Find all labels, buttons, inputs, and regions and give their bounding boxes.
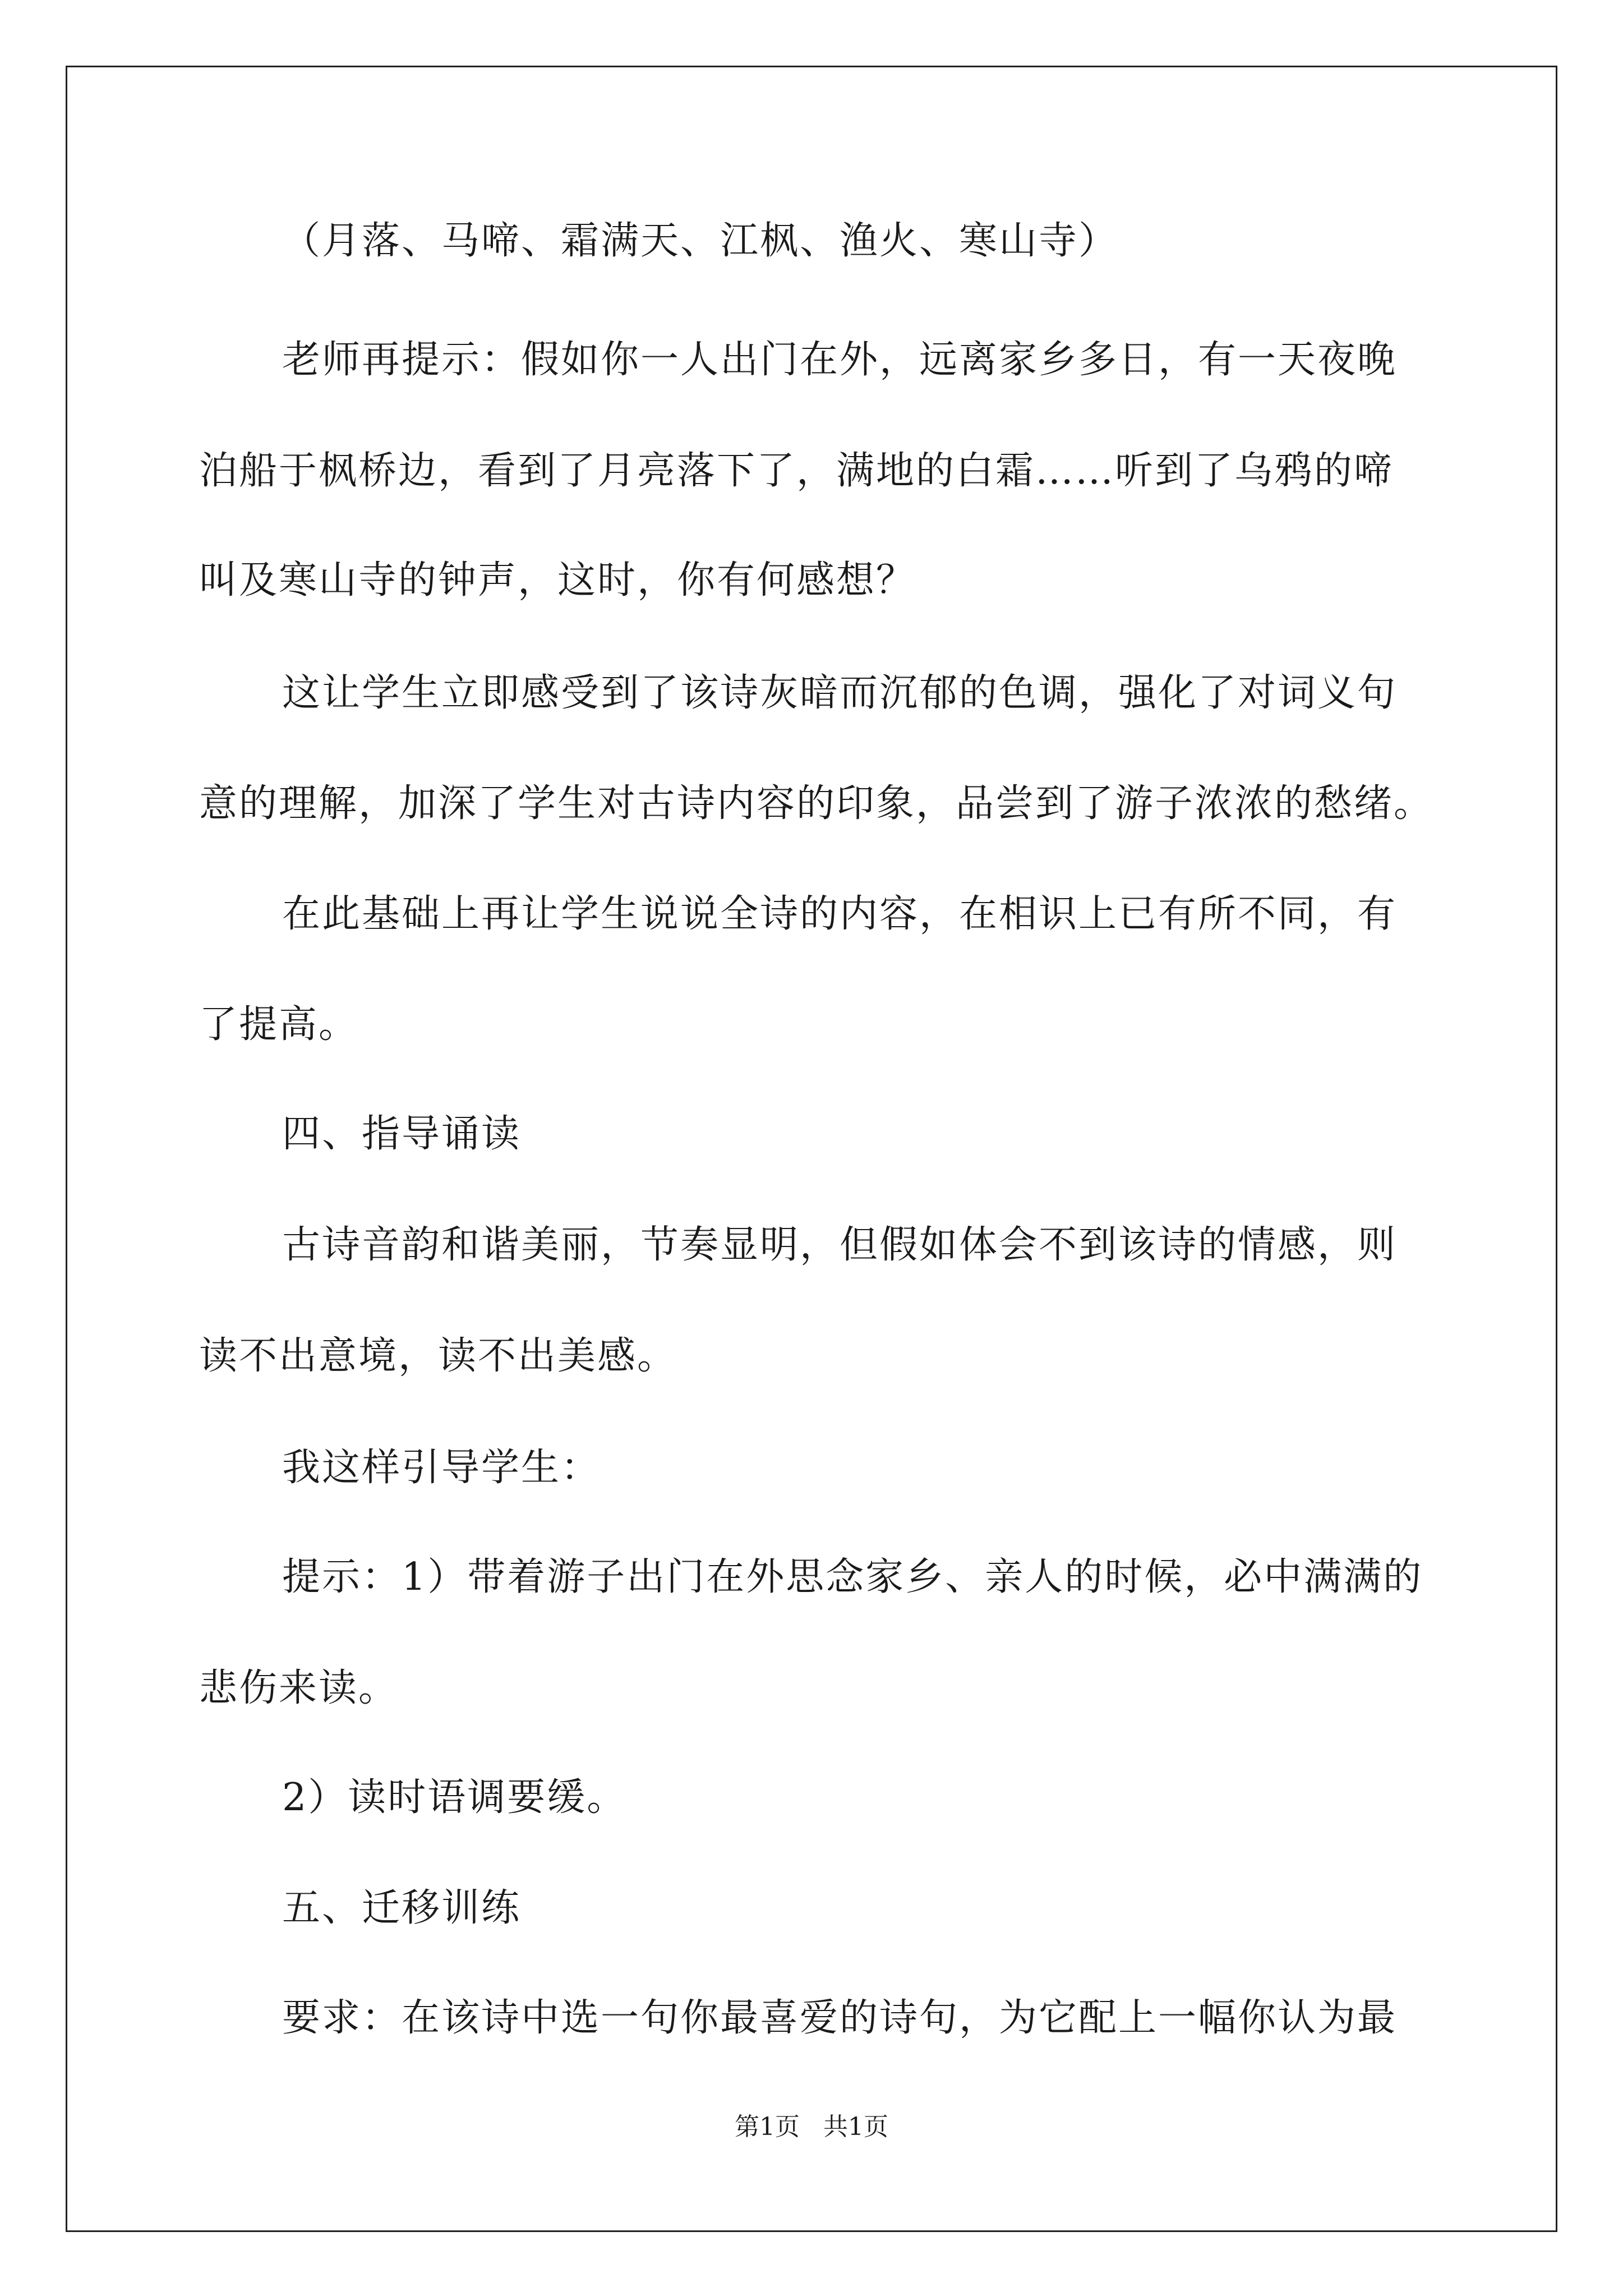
text-line: （月落、马啼、霜满天、江枫、渔火、寒山寺） <box>282 219 1119 263</box>
text-line: 意的理解，加深了学生对古诗内容的印象，品尝到了游子浓浓的愁绪。 <box>199 781 1434 826</box>
text-line: 古诗音韵和谐美丽，节奏显明，但假如体会不到该诗的情感，则 <box>282 1223 1398 1267</box>
section-heading: 四、指导诵读 <box>282 1112 522 1156</box>
text-line: 要求：在该诗中选一句你最喜爱的诗句，为它配上一幅你认为最 <box>282 1996 1398 2040</box>
text-line: 老师再提示：假如你一人出门在外，远离家乡多日，有一天夜晚 <box>282 338 1398 382</box>
text-line: 了提高。 <box>199 1002 359 1047</box>
text-line: 2）读时语调要缓。 <box>282 1775 627 1820</box>
text-line: 悲伤来读。 <box>199 1666 399 1710</box>
page-footer <box>0 2110 1623 2144</box>
section-heading: 五、迁移训练 <box>282 1886 522 1930</box>
page-number-current: 第1页 <box>735 2113 800 2141</box>
text-line: 这让学生立即感受到了该诗灰暗而沉郁的色调，强化了对词义句 <box>282 671 1398 715</box>
text-line: 读不出意境，读不出美感。 <box>199 1334 677 1378</box>
text-line: 我这样引导学生： <box>282 1446 601 1490</box>
text-line: 泊船于枫桥边，看到了月亮落下了，满地的白霜……听到了乌鸦的啼 <box>199 449 1394 493</box>
page-number-total: 共1页 <box>823 2113 888 2141</box>
text-line: 叫及寒山寺的钟声，这时，你有何感想？ <box>199 558 916 602</box>
text-line: 在此基础上再让学生说说全诗的内容，在相识上已有所不同，有 <box>282 892 1398 936</box>
text-line: 提示：1）带着游子出门在外思念家乡、亲人的时候，必中满满的 <box>282 1555 1423 1599</box>
